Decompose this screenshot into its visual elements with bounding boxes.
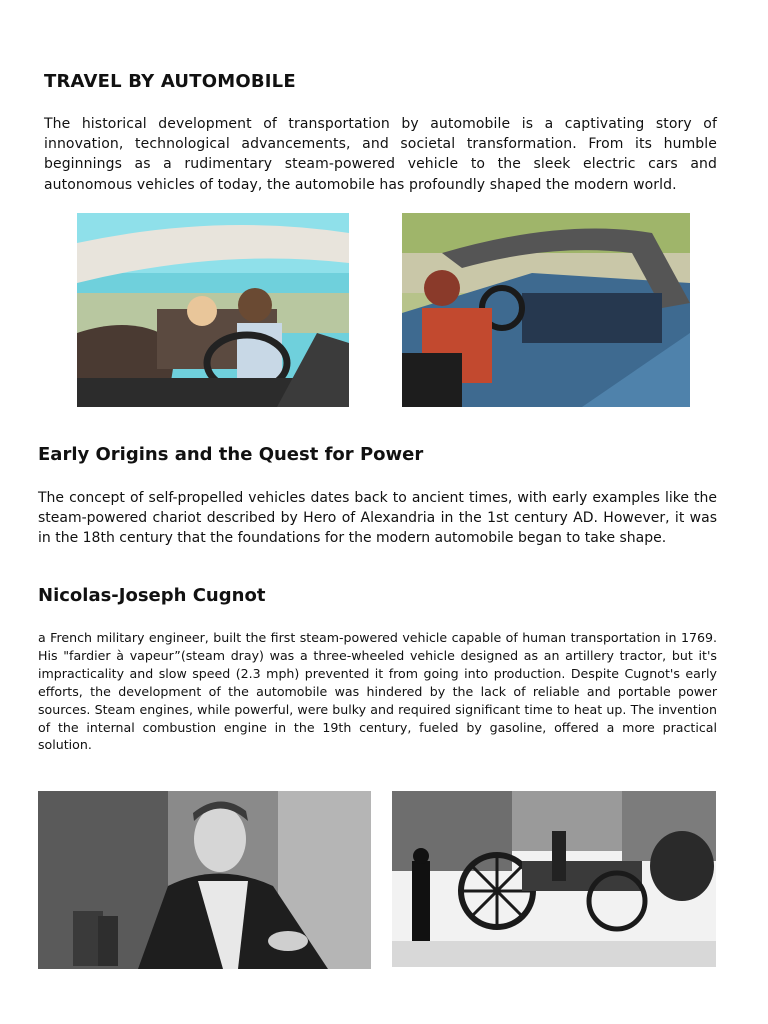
photo-cugnot-steam-vehicle-engraving [392, 791, 716, 967]
photo-friends-in-convertible [77, 213, 349, 407]
section-heading-early-origins: Early Origins and the Quest for Power [38, 444, 424, 465]
section-body-early-origins: The concept of self-propelled vehicles dates back to ancient times, with early examples like the steam-powered chariot described by Hero of Alexandria in the 1st century AD. However, it was in the 18th century that the foundations for the modern automobile began to take shape. [38, 490, 717, 547]
photo-engraved-portrait [38, 791, 371, 969]
page-title: TRAVEL BY AUTOMOBILE [44, 71, 296, 92]
section-heading-cugnot: Nicolas-Joseph Cugnot [38, 585, 266, 606]
photo-woman-in-blue-convertible [402, 213, 690, 407]
intro-paragraph: The historical development of transportation by automobile is a captivating story of innovation, technological advancements, and societal transformation. From its humble beginnings as a rudimentary steam-powered vehicle to the sleek electric cars and autonomous vehicles of today, the automobile has profoundly shaped the modern world. [44, 116, 717, 193]
section-body-cugnot: a French military engineer, built the first steam-powered vehicle capable of human transportation in 1769. His "fardier à vapeur”(steam dray) was a three-wheeled vehicle designed as an artillery tractor, but it's impracticality and slow speed (2.3 mph) prevented it from going into production. Despite Cugnot's early efforts, the development of the automobile was hindered by the lack of reliable and portable power sources. Steam engines, while powerful, were bulky and required significant time to heat up. The invention of the internal combustion engine in the 19th century, fueled by gasoline, offered a more practical solution. [38, 630, 717, 753]
